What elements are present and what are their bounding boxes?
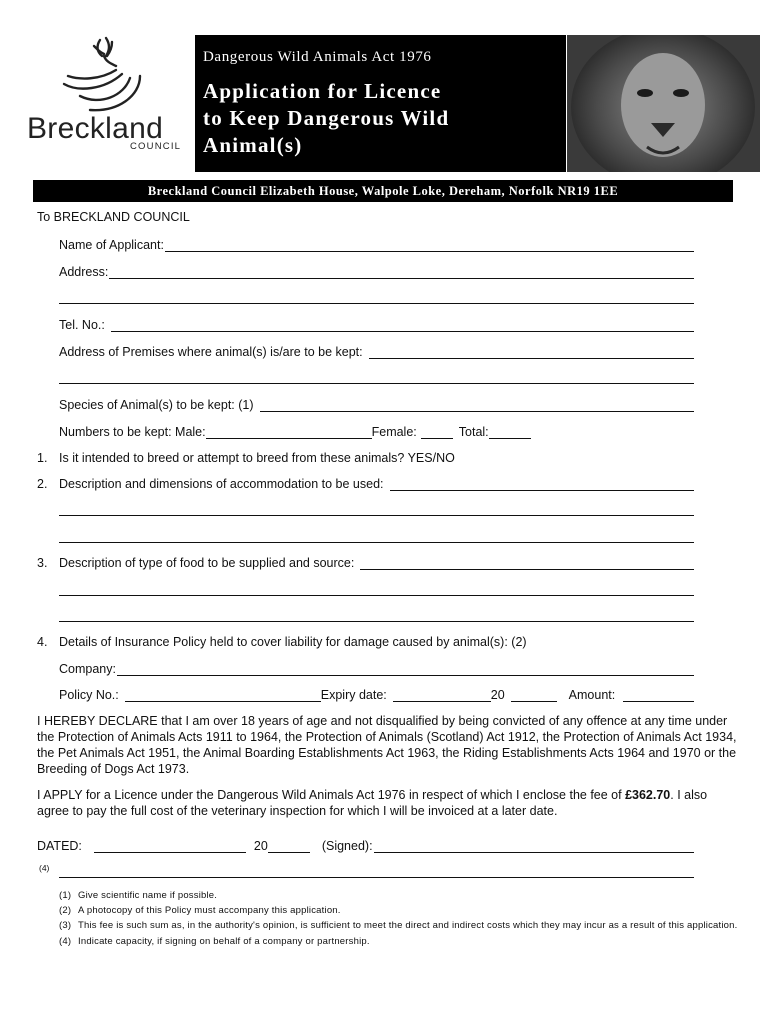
policy-number-field[interactable] xyxy=(125,689,321,702)
title-line: Animal(s) xyxy=(203,133,303,157)
amount-label: Amount: xyxy=(568,688,616,702)
application-text-cont: . I also agree to pay the full cost of the veterinary inspection for which I will be invoiced at a later date. xyxy=(37,788,708,818)
male-count-field[interactable] xyxy=(206,426,372,439)
footnote-text: Give scientific name if possible. xyxy=(78,890,218,901)
species-row xyxy=(59,396,694,412)
brand-sub: COUNCIL xyxy=(130,141,182,152)
total-count-field[interactable] xyxy=(489,426,531,439)
total-label: Total: xyxy=(458,425,489,439)
food-field[interactable] xyxy=(360,557,694,570)
signed-label: (Signed): xyxy=(321,839,373,853)
question-3-text: Description of type of food to be supplied and source: xyxy=(59,556,355,570)
address-field-line-2[interactable] xyxy=(59,303,694,304)
application-text: I APPLY for a Licence under the Dangerous Wild Animals Act 1976 in respect of which I enclose the fee of xyxy=(37,788,626,802)
dated-year-field[interactable] xyxy=(268,840,310,853)
accommodation-field[interactable] xyxy=(390,478,695,491)
declaration-text: I HEREBY DECLARE that I am over 18 years of age and not disqualified by being convicted of any offence at any time under the Protection of Animals Acts 1911 to 1964, the Protection of Animals (Scotland) Act 1912, the Protection of Animals Act 1934, the Pet Animals Act 1951, the Animal Boarding Establishments Act 1963, the Riding Establishments Acts 1964 and 1970 or the Breeding of Dogs Act 1973. xyxy=(37,714,737,776)
dated-row xyxy=(37,837,694,853)
dated-year-prefix: 20 xyxy=(253,839,268,853)
footnote xyxy=(59,903,739,918)
tel-field[interactable] xyxy=(111,319,694,332)
footnote xyxy=(59,888,739,903)
brand-name: Breckland xyxy=(27,112,164,145)
question-2 xyxy=(37,475,694,491)
title-line: Application for Licence xyxy=(203,79,442,103)
footnote-text: A photocopy of this Policy must accompany this application. xyxy=(78,905,341,916)
footnote-number: (3) xyxy=(59,920,72,931)
title-line: to Keep Dangerous Wild xyxy=(203,106,450,130)
applicant-name-field[interactable] xyxy=(165,239,694,252)
address-row xyxy=(59,263,694,279)
expiry-year-prefix: 20 xyxy=(490,688,505,702)
species-label: Species of Animal(s) to be kept: (1) xyxy=(59,398,254,412)
expiry-date-field[interactable] xyxy=(393,689,491,702)
application-statement xyxy=(37,787,737,819)
tel-row xyxy=(59,316,694,332)
footnote xyxy=(59,934,739,949)
question-1-text: Is it intended to breed or attempt to breed from these animals? YES/NO xyxy=(59,451,455,465)
stag-logo-icon xyxy=(60,36,160,114)
footnotes xyxy=(59,888,739,949)
accommodation-field-line-2[interactable] xyxy=(59,515,694,516)
company-row xyxy=(59,660,694,676)
question-number: 2. xyxy=(37,477,48,491)
policy-label: Policy No.: xyxy=(59,688,119,702)
question-1 xyxy=(37,449,694,465)
premises-field-line-2[interactable] xyxy=(59,383,694,384)
expiry-label: Expiry date: xyxy=(320,688,387,702)
dated-label: DATED: xyxy=(37,839,82,853)
fee-amount: £362.70 xyxy=(625,788,671,802)
footnote-text: Indicate capacity, if signing on behalf of a company or partnership. xyxy=(78,936,370,947)
policy-row xyxy=(59,686,694,702)
council-address-bar: Breckland Council Elizabeth House, Walpole Loke, Dereham, Norfolk NR19 1EE xyxy=(33,180,733,202)
premises-field[interactable] xyxy=(369,346,694,359)
address-field[interactable] xyxy=(109,266,694,279)
species-field[interactable] xyxy=(260,399,694,412)
applicant-name-row xyxy=(59,236,694,252)
act-name: Dangerous Wild Animals Act 1976 xyxy=(203,49,432,65)
capacity-marker: (4) xyxy=(39,863,50,873)
accommodation-field-line-3[interactable] xyxy=(59,542,694,543)
applicant-name-label: Name of Applicant: xyxy=(59,238,164,252)
numbers-male-label: Numbers to be kept: Male: xyxy=(59,425,206,439)
question-number: 1. xyxy=(37,451,48,465)
numbers-row xyxy=(59,423,694,439)
address-label: Address: xyxy=(59,265,109,279)
footnote-number: (1) xyxy=(59,890,72,901)
question-2-text: Description and dimensions of accommodation to be used: xyxy=(59,477,384,491)
tel-label: Tel. No.: xyxy=(59,318,105,332)
footnote-number: (4) xyxy=(59,936,72,947)
female-count-field[interactable] xyxy=(421,426,453,439)
title-box xyxy=(195,35,566,172)
female-label: Female: xyxy=(371,425,417,439)
footnote-number: (2) xyxy=(59,905,72,916)
signature-field[interactable] xyxy=(374,840,694,853)
company-field[interactable] xyxy=(117,663,694,676)
company-label: Company: xyxy=(59,662,116,676)
addressee-label: To BRECKLAND COUNCIL xyxy=(37,210,190,224)
capacity-field[interactable] xyxy=(59,877,694,878)
footnote-text: This fee is such sum as, in the authority's opinion, is sufficient to meet the direct and indirect costs which they may incur as a result of this application. xyxy=(78,920,738,931)
footnote xyxy=(59,920,739,932)
question-number: 4. xyxy=(37,635,48,649)
dated-field[interactable] xyxy=(94,840,246,853)
food-field-line-3[interactable] xyxy=(59,621,694,622)
food-field-line-2[interactable] xyxy=(59,595,694,596)
question-number: 3. xyxy=(37,556,48,570)
question-4-text: Details of Insurance Policy held to cover liability for damage caused by animal(s): (2) xyxy=(59,635,527,649)
amount-field[interactable] xyxy=(623,689,694,702)
page-title xyxy=(203,78,449,159)
lion-photo xyxy=(567,35,760,172)
expiry-year-field[interactable] xyxy=(511,689,557,702)
question-3 xyxy=(37,554,694,570)
premises-row xyxy=(59,343,694,359)
addressee xyxy=(37,208,694,224)
premises-label: Address of Premises where animal(s) is/are to be kept: xyxy=(59,345,363,359)
question-4 xyxy=(37,633,694,649)
